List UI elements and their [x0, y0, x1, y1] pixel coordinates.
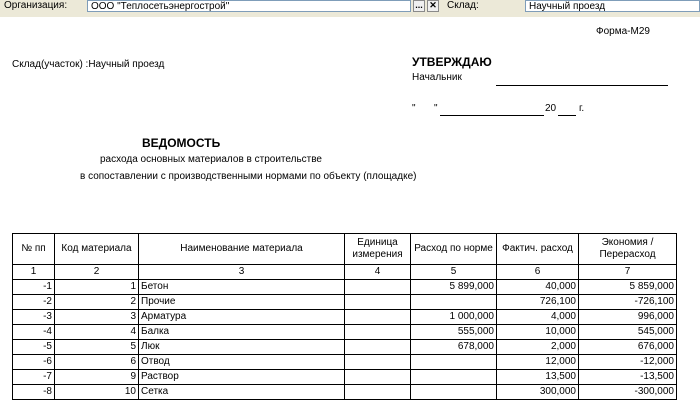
- cell-name: Бетон: [139, 280, 345, 295]
- cell-fact: 300,000: [497, 385, 579, 400]
- col-number: 6: [497, 265, 579, 280]
- col-number: 5: [411, 265, 497, 280]
- cell-code: 3: [55, 310, 139, 325]
- cell-name: Арматура: [139, 310, 345, 325]
- cell-code: 9: [55, 370, 139, 385]
- col-number: 3: [139, 265, 345, 280]
- cell-name: Люк: [139, 340, 345, 355]
- cell-econ: 996,000: [579, 310, 677, 325]
- cell-unit: [345, 280, 411, 295]
- warehouse-field[interactable]: Научный проезд: [525, 0, 700, 12]
- header-norm: Расход по норме: [411, 234, 497, 265]
- table-row: [13, 370, 677, 385]
- header-code: Код материала: [55, 234, 139, 265]
- col-number: 1: [13, 265, 55, 280]
- cell-fact: 2,000: [497, 340, 579, 355]
- chief-label: Начальник: [412, 72, 462, 83]
- cell-name: Балка: [139, 325, 345, 340]
- document-subtitle-1: расхода основных материалов в строительстве: [100, 154, 322, 165]
- date-line: [440, 115, 544, 116]
- cell-num: -1: [13, 280, 55, 295]
- cell-econ: -300,000: [579, 385, 677, 400]
- cell-econ: 676,000: [579, 340, 677, 355]
- table-row: [13, 355, 677, 370]
- table-row: [13, 295, 677, 310]
- table-row: [13, 340, 677, 355]
- cell-unit: [345, 295, 411, 310]
- table-row: [13, 385, 677, 400]
- cell-name: Сетка: [139, 385, 345, 400]
- cell-num: -5: [13, 340, 55, 355]
- cell-unit: [345, 385, 411, 400]
- cell-norm: 555,000: [411, 325, 497, 340]
- date-year: 20: [545, 103, 557, 114]
- cell-norm: [411, 355, 497, 370]
- organization-label: Организация:: [4, 0, 68, 11]
- column-numbers-row: [13, 265, 677, 280]
- report-sheet: [0, 17, 700, 400]
- cell-code: 5: [55, 340, 139, 355]
- form-name: Форма-М29: [596, 26, 650, 37]
- date-g: г.: [579, 103, 585, 114]
- year-line: [558, 115, 576, 116]
- cell-unit: [345, 370, 411, 385]
- approve-title: УТВЕРЖДАЮ: [412, 55, 492, 69]
- cell-unit: [345, 340, 411, 355]
- cell-num: -7: [13, 370, 55, 385]
- cell-econ: -12,000: [579, 355, 677, 370]
- cell-fact: 10,000: [497, 325, 579, 340]
- warehouse-label: Склад:: [447, 0, 479, 11]
- table-header-row: [13, 234, 677, 265]
- cell-num: -6: [13, 355, 55, 370]
- cell-fact: 726,100: [497, 295, 579, 310]
- cell-num: -3: [13, 310, 55, 325]
- cell-num: -2: [13, 295, 55, 310]
- header-num: № пп: [13, 234, 55, 265]
- header-unit: Единица измерения: [345, 234, 411, 265]
- cell-unit: [345, 325, 411, 340]
- cell-norm: 5 899,000: [411, 280, 497, 295]
- cell-name: Раствор: [139, 370, 345, 385]
- document-title: ВЕДОМОСТЬ: [142, 136, 221, 150]
- cell-fact: 12,000: [497, 355, 579, 370]
- header-name: Наименование материала: [139, 234, 345, 265]
- filter-bar: [0, 0, 700, 18]
- table-row: [13, 280, 677, 295]
- materials-table: [12, 233, 677, 400]
- col-number: 7: [579, 265, 677, 280]
- cell-name: Отвод: [139, 355, 345, 370]
- cell-econ: -13,500: [579, 370, 677, 385]
- date-quote-close: ": [434, 103, 438, 114]
- organization-field[interactable]: ООО "Теплосетьэнергострой": [87, 0, 411, 12]
- cell-norm: 1 000,000: [411, 310, 497, 325]
- cell-norm: [411, 370, 497, 385]
- document-subtitle-2: в сопоставлении с производственными нормами по объекту (площадке): [80, 171, 417, 182]
- cell-fact: 40,000: [497, 280, 579, 295]
- cell-unit: [345, 355, 411, 370]
- cell-norm: 678,000: [411, 340, 497, 355]
- cell-fact: 4,000: [497, 310, 579, 325]
- warehouse-line: Склад(участок) :Научный проезд: [12, 59, 165, 70]
- table-row: [13, 310, 677, 325]
- cell-num: -4: [13, 325, 55, 340]
- cell-fact: 13,500: [497, 370, 579, 385]
- col-number: 2: [55, 265, 139, 280]
- cell-num: -8: [13, 385, 55, 400]
- cell-code: 1: [55, 280, 139, 295]
- col-number: 4: [345, 265, 411, 280]
- cell-norm: [411, 295, 497, 310]
- cell-econ: 5 859,000: [579, 280, 677, 295]
- cell-norm: [411, 385, 497, 400]
- cell-econ: -726,100: [579, 295, 677, 310]
- cell-name: Прочие: [139, 295, 345, 310]
- cell-unit: [345, 310, 411, 325]
- cell-econ: 545,000: [579, 325, 677, 340]
- select-button[interactable]: ...: [413, 0, 425, 12]
- table-row: [13, 325, 677, 340]
- cell-code: 6: [55, 355, 139, 370]
- clear-icon[interactable]: ✕: [427, 0, 439, 12]
- chief-signature-line: [496, 85, 668, 86]
- cell-code: 2: [55, 295, 139, 310]
- header-fact: Фактич. расход: [497, 234, 579, 265]
- header-econ: Экономия / Перерасход: [579, 234, 677, 265]
- date-quote-open: ": [412, 103, 416, 114]
- cell-code: 4: [55, 325, 139, 340]
- cell-code: 10: [55, 385, 139, 400]
